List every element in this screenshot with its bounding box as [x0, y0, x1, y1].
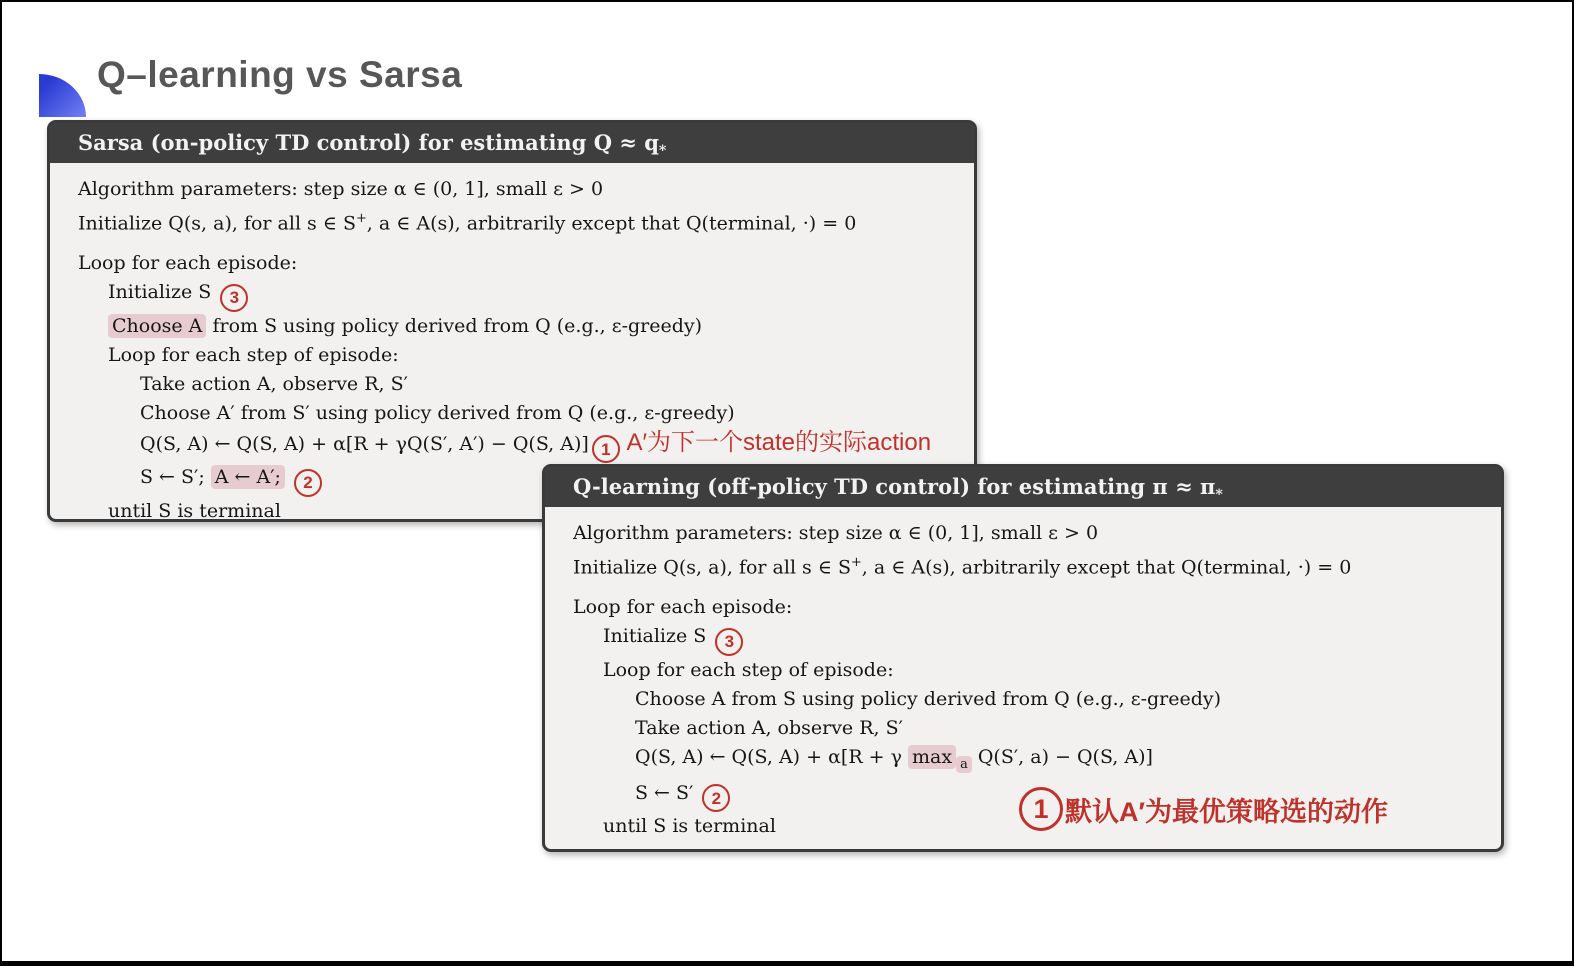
- circled-number-1: 1: [1019, 787, 1063, 831]
- text-segment: Initialize Q(s, a), for all s ∈ S: [78, 212, 356, 235]
- text-segment: Q(S, A) ← Q(S, A) + α[R + γQ(S′, A′) − Q(S, A)]: [140, 432, 589, 455]
- text-segment: , a ∈ A(s), arbitrarily except that Q(terminal, ·) = 0: [861, 556, 1352, 579]
- algorithm-line: [573, 743, 1493, 779]
- circled-number-3: 3: [715, 628, 743, 656]
- text-segment: from S using policy derived from Q (e.g., ε-greedy): [206, 314, 703, 337]
- circled-number-3: 3: [220, 284, 248, 312]
- text-segment: Q(S, A) ← Q(S, A) + α[R + γ: [635, 745, 909, 768]
- blue-quarter-circle-decoration: [39, 74, 86, 117]
- algorithm-line: [573, 714, 1493, 743]
- text-segment: +: [355, 211, 367, 226]
- qlearning-red-annotation: [1019, 787, 1388, 831]
- page-title: Q–learning vs Sarsa: [97, 54, 463, 95]
- algorithm-line: [78, 175, 966, 204]
- text-segment: [285, 466, 291, 488]
- text-segment: Loop for each episode:: [573, 596, 793, 619]
- text-segment: Initialize S: [603, 625, 713, 648]
- annotation-text: A′为下一个state的实际action: [619, 428, 932, 456]
- algorithm-line: [573, 622, 1493, 656]
- circled-number-1: 1: [592, 435, 620, 463]
- text-segment: Initialize Q(s, a), for all s ∈ S: [573, 556, 851, 579]
- text-segment: Q-learning (off-policy TD control) for estimating π ≈ π: [573, 474, 1216, 499]
- text-segment: Algorithm parameters: step size α ∈ (0, 1], small ε > 0: [573, 522, 1099, 544]
- text-segment: , a ∈ A(s), arbitrarily except that Q(terminal, ·) = 0: [366, 212, 857, 235]
- text-segment: Loop for each step of episode:: [603, 658, 894, 681]
- text-segment: until S is terminal: [603, 815, 776, 838]
- algorithm-line: [78, 312, 966, 341]
- text-segment: Q(S′, a) − Q(S, A)]: [971, 745, 1153, 768]
- text-segment: Choose A from S using policy derived from Q (e.g., ε-greedy): [635, 687, 1222, 710]
- circled-number-2: 2: [294, 469, 322, 497]
- algorithm-line: [573, 593, 1493, 622]
- text-segment: Sarsa (on-policy TD control) for estimating Q ≈ q: [78, 130, 659, 155]
- text-segment: Algorithm parameters: step size α ∈ (0, 1], small ε > 0: [78, 178, 604, 200]
- algorithm-line: [78, 278, 966, 312]
- text-segment: Initialize S: [108, 281, 218, 304]
- text-segment: Take action A, observe R, S′: [635, 716, 903, 739]
- highlighted-text: a: [956, 756, 972, 773]
- text-segment: Take action A, observe R, S′: [140, 372, 408, 395]
- algorithm-line: [573, 519, 1493, 548]
- text-segment: Choose A′ from S′ using policy derived from Q (e.g., ε-greedy): [140, 401, 735, 424]
- highlighted-text: max: [908, 745, 956, 769]
- algorithm-line: [78, 341, 966, 370]
- text-segment: Loop for each step of episode:: [108, 343, 399, 366]
- annotation-text: 默认A′为最优策略选的动作: [1065, 796, 1388, 827]
- text-segment: +: [850, 555, 862, 570]
- algorithm-line: [78, 204, 966, 238]
- sarsa-box-header: [50, 123, 974, 163]
- algorithm-line: [78, 249, 966, 278]
- text-segment: until S is terminal: [108, 499, 281, 522]
- algorithm-line: [78, 399, 966, 428]
- algorithm-line: [573, 685, 1493, 714]
- highlighted-text: Choose A: [108, 314, 206, 338]
- algorithm-line: [78, 428, 966, 464]
- qlearning-algorithm-box: [542, 464, 1504, 852]
- text-segment: Loop for each episode:: [78, 252, 298, 275]
- circled-number-2: 2: [702, 784, 730, 812]
- algorithm-line: [573, 548, 1493, 582]
- qlearning-box-header: [545, 467, 1501, 507]
- sarsa-algorithm-box: [47, 120, 977, 522]
- algorithm-line: [78, 370, 966, 399]
- highlighted-text: A ← A′;: [211, 465, 285, 489]
- text-segment: S ← S′: [635, 781, 700, 804]
- text-segment: S ← S′;: [140, 466, 211, 489]
- algorithm-line: [573, 656, 1493, 685]
- text-segment: *: [1215, 487, 1223, 504]
- text-segment: *: [658, 143, 667, 160]
